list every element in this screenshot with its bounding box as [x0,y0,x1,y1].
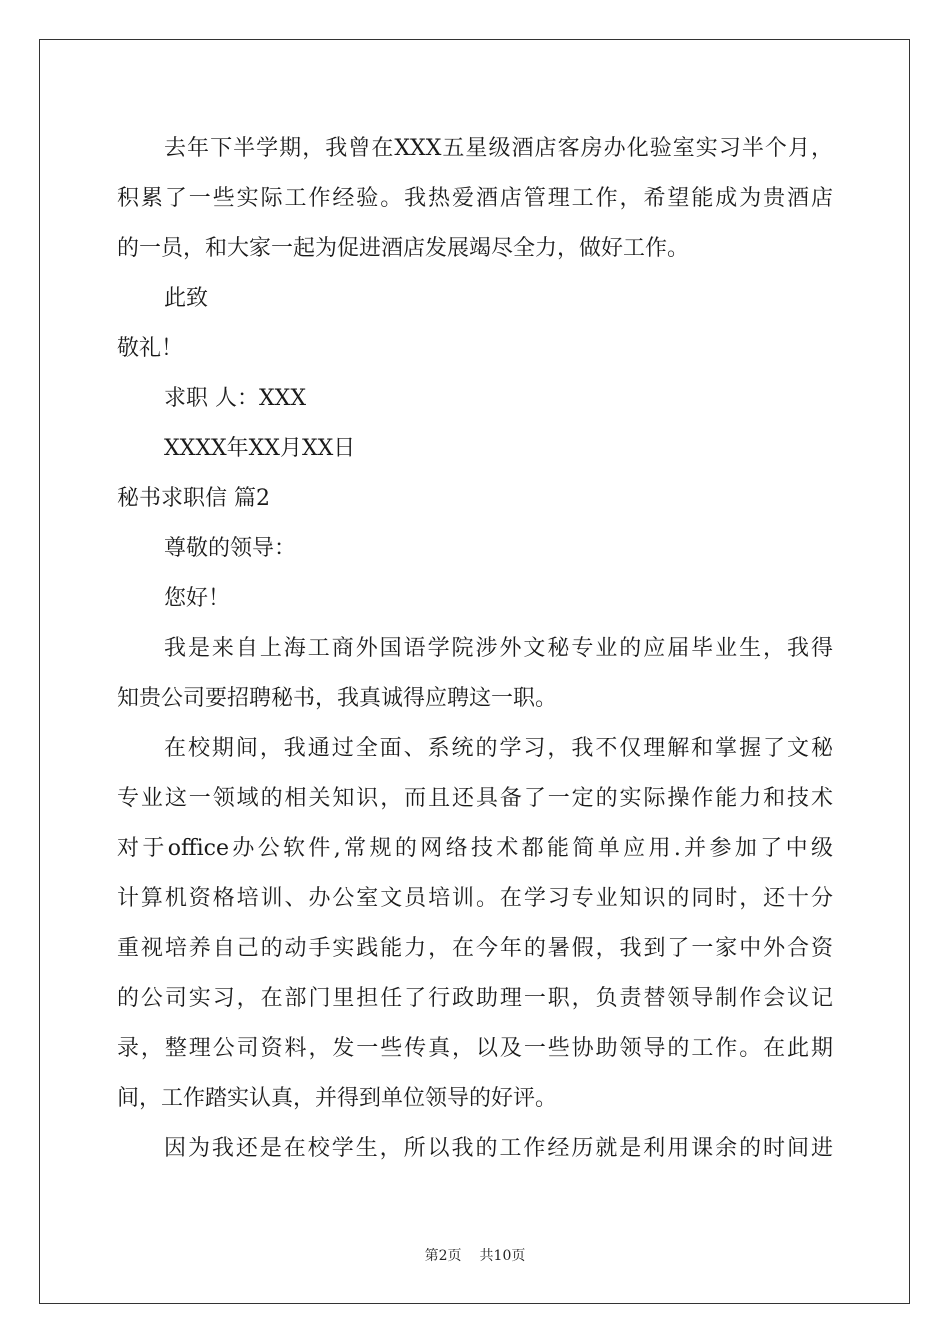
page-total: 共10页 [479,1248,526,1264]
paragraph-line: 去年下半学期，我曾在XXX五星级酒店客房办化验室实习半个月， [164,136,833,161]
paragraph-line: 计算机资格培训、办公室文员培训。在学习专业知识的同时，还十分 [117,886,833,911]
letter-date: XXXX年XX月XX日 [164,436,356,461]
closing-salutation: 此致 [164,286,209,311]
paragraph-line: 专业这一领域的相关知识，而且还具备了一定的实际操作能力和技术 [117,786,833,811]
paragraph-line: 在校期间，我通过全面、系统的学习，我不仅理解和掌握了文秘 [164,736,833,761]
closing-regards: 敬礼！ [117,336,184,361]
paragraph-line: 对于office办公软件,常规的网络技术都能简单应用.并参加了中级 [117,836,833,861]
paragraph-line: 间，工作踏实认真，并得到单位领导的好评。 [117,1086,558,1111]
applicant-signature: 求职 人：XXX [164,386,306,411]
paragraph-line: 因为我还是在校学生，所以我的工作经历就是利用课余的时间进 [164,1136,833,1161]
paragraph-line: 的公司实习，在部门里担任了行政助理一职，负责替领导制作会议记 [117,986,833,1011]
paragraph-line: 录，整理公司资料，发一些传真，以及一些协助领导的工作。在此期 [117,1036,833,1061]
paragraph-line: 积累了一些实际工作经验。我热爱酒店管理工作，希望能成为贵酒店 [117,186,833,211]
document-body [117,124,833,1174]
section-title: 秘书求职信 篇2 [117,486,270,511]
paragraph-line: 的一员，和大家一起为促进酒店发展竭尽全力，做好工作。 [117,236,690,261]
paragraph-line: 我是来自上海工商外国语学院涉外文秘专业的应届毕业生，我得 [164,636,833,661]
page-number: 第2页 [424,1248,462,1264]
page-footer [0,1245,950,1265]
greeting: 尊敬的领导： [164,536,297,561]
paragraph-line: 重视培养自己的动手实践能力，在今年的暑假，我到了一家中外合资 [117,936,833,961]
paragraph-line: 知贵公司要招聘秘书，我真诚得应聘这一职。 [117,686,558,711]
greeting-hello: 您好！ [164,586,231,611]
